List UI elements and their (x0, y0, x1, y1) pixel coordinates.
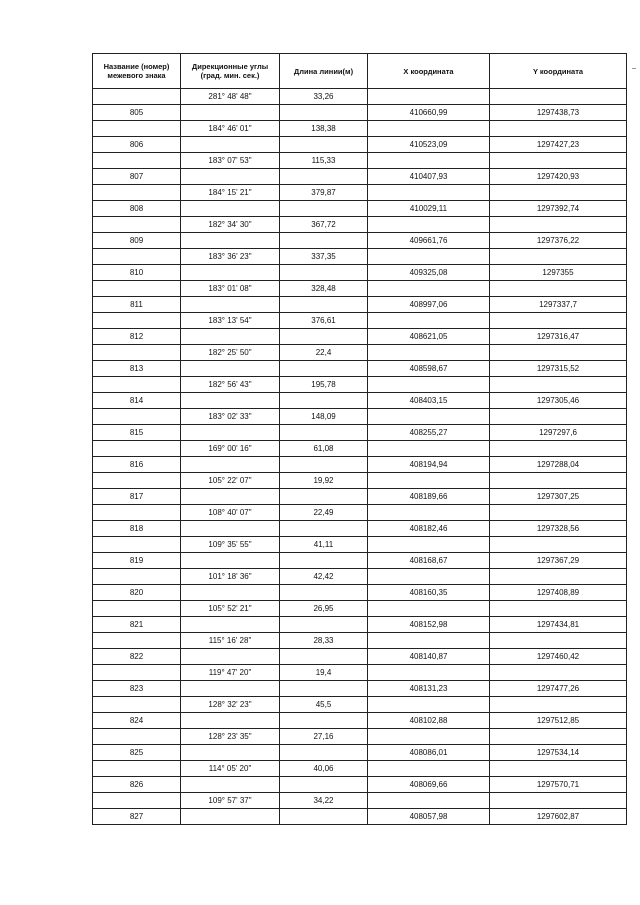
direction-angle-cell: 183° 07' 53" (181, 153, 280, 169)
direction-angle-cell: 281° 48' 48" (181, 89, 280, 105)
empty-cell (490, 505, 627, 521)
direction-angle-cell: 109° 57' 37" (181, 793, 280, 809)
empty-cell (280, 521, 368, 537)
empty-cell (490, 249, 627, 265)
empty-cell (181, 585, 280, 601)
line-length-cell: 148,09 (280, 409, 368, 425)
empty-cell (490, 377, 627, 393)
point-name-cell: 814 (93, 393, 181, 409)
empty-cell (368, 313, 490, 329)
y-coordinate-cell: 1297570,71 (490, 777, 627, 793)
point-row (93, 361, 627, 377)
segment-row (93, 729, 627, 745)
empty-cell (181, 105, 280, 121)
line-length-cell: 27,16 (280, 729, 368, 745)
empty-cell (280, 137, 368, 153)
empty-cell (181, 457, 280, 473)
empty-cell (490, 665, 627, 681)
point-row (93, 329, 627, 345)
direction-angle-cell: 119° 47' 20" (181, 665, 280, 681)
point-name-cell: 817 (93, 489, 181, 505)
empty-cell (490, 345, 627, 361)
point-row (93, 393, 627, 409)
empty-cell (181, 425, 280, 441)
empty-cell (280, 393, 368, 409)
empty-cell (181, 361, 280, 377)
direction-angle-cell: 114° 05' 20" (181, 761, 280, 777)
point-name-cell: 822 (93, 649, 181, 665)
empty-cell (93, 665, 181, 681)
direction-angle-cell: 182° 25' 50" (181, 345, 280, 361)
x-coordinate-cell: 408997,06 (368, 297, 490, 313)
y-coordinate-cell: 1297534,14 (490, 745, 627, 761)
direction-angle-cell: 184° 46' 01" (181, 121, 280, 137)
empty-cell (490, 409, 627, 425)
point-name-cell: 818 (93, 521, 181, 537)
empty-cell (93, 697, 181, 713)
y-coordinate-cell: 1297355 (490, 265, 627, 281)
x-coordinate-cell: 408057,98 (368, 809, 490, 825)
direction-angle-cell: 115° 16' 28" (181, 633, 280, 649)
point-row (93, 265, 627, 281)
empty-cell (280, 585, 368, 601)
empty-cell (368, 793, 490, 809)
segment-row (93, 377, 627, 393)
y-coordinate-cell: 1297307,25 (490, 489, 627, 505)
direction-angle-cell: 128° 23' 35" (181, 729, 280, 745)
line-length-cell: 19,92 (280, 473, 368, 489)
empty-cell (181, 201, 280, 217)
line-length-cell: 379,87 (280, 185, 368, 201)
empty-cell (280, 297, 368, 313)
segment-row (93, 185, 627, 201)
y-coordinate-cell: 1297376,22 (490, 233, 627, 249)
boundary-coordinates-table (92, 53, 627, 825)
x-coordinate-cell: 408255,27 (368, 425, 490, 441)
point-row (93, 425, 627, 441)
y-coordinate-cell: 1297420,93 (490, 169, 627, 185)
empty-cell (280, 617, 368, 633)
empty-cell (181, 233, 280, 249)
y-coordinate-cell: 1297408,89 (490, 585, 627, 601)
x-coordinate-cell: 408140,87 (368, 649, 490, 665)
empty-cell (368, 121, 490, 137)
direction-angle-cell: 183° 36' 23" (181, 249, 280, 265)
empty-cell (490, 793, 627, 809)
empty-cell (93, 569, 181, 585)
empty-cell (280, 105, 368, 121)
empty-cell (93, 281, 181, 297)
x-coordinate-cell: 409661,76 (368, 233, 490, 249)
empty-cell (181, 393, 280, 409)
point-row (93, 137, 627, 153)
empty-cell (181, 297, 280, 313)
segment-row (93, 569, 627, 585)
point-row (93, 745, 627, 761)
empty-cell (181, 521, 280, 537)
empty-cell (93, 729, 181, 745)
point-row (93, 521, 627, 537)
header-point-name: Название (номер) межевого знака (93, 54, 181, 89)
y-coordinate-cell: 1297602,87 (490, 809, 627, 825)
x-coordinate-cell: 410029,11 (368, 201, 490, 217)
x-coordinate-cell: 408189,66 (368, 489, 490, 505)
x-coordinate-cell: 408131,23 (368, 681, 490, 697)
empty-cell (368, 473, 490, 489)
empty-cell (490, 601, 627, 617)
empty-cell (280, 329, 368, 345)
direction-angle-cell: 169° 00' 16" (181, 441, 280, 457)
segment-row (93, 281, 627, 297)
point-name-cell: 821 (93, 617, 181, 633)
empty-cell (490, 729, 627, 745)
empty-cell (181, 713, 280, 729)
y-coordinate-cell: 1297434,81 (490, 617, 627, 633)
empty-cell (93, 505, 181, 521)
empty-cell (181, 809, 280, 825)
segment-row (93, 505, 627, 521)
point-row (93, 489, 627, 505)
direction-angle-cell: 109° 35' 55" (181, 537, 280, 553)
x-coordinate-cell: 410407,93 (368, 169, 490, 185)
y-coordinate-cell: 1297288,04 (490, 457, 627, 473)
line-length-cell: 34,22 (280, 793, 368, 809)
empty-cell (368, 249, 490, 265)
empty-cell (280, 361, 368, 377)
point-row (93, 169, 627, 185)
empty-cell (368, 409, 490, 425)
direction-angle-cell: 183° 13' 54" (181, 313, 280, 329)
empty-cell (368, 697, 490, 713)
line-length-cell: 40,06 (280, 761, 368, 777)
empty-cell (181, 553, 280, 569)
empty-cell (181, 137, 280, 153)
point-row (93, 233, 627, 249)
empty-cell (490, 121, 627, 137)
direction-angle-cell: 105° 52' 21" (181, 601, 280, 617)
direction-angle-cell: 105° 22' 07" (181, 473, 280, 489)
point-row (93, 617, 627, 633)
segment-row (93, 153, 627, 169)
empty-cell (368, 729, 490, 745)
empty-cell (93, 185, 181, 201)
table-header-row (93, 54, 627, 89)
segment-row (93, 761, 627, 777)
y-coordinate-cell: 1297328,56 (490, 521, 627, 537)
empty-cell (181, 329, 280, 345)
line-length-cell: 42,42 (280, 569, 368, 585)
line-length-cell: 22,4 (280, 345, 368, 361)
point-name-cell: 825 (93, 745, 181, 761)
empty-cell (490, 281, 627, 297)
point-row (93, 681, 627, 697)
line-length-cell: 115,33 (280, 153, 368, 169)
empty-cell (93, 793, 181, 809)
line-length-cell: 19,4 (280, 665, 368, 681)
point-name-cell: 816 (93, 457, 181, 473)
empty-cell (490, 569, 627, 585)
empty-cell (368, 569, 490, 585)
point-row (93, 777, 627, 793)
empty-cell (368, 89, 490, 105)
point-row (93, 297, 627, 313)
point-name-cell: 815 (93, 425, 181, 441)
line-length-cell: 33,26 (280, 89, 368, 105)
x-coordinate-cell: 410523,09 (368, 137, 490, 153)
segment-row (93, 793, 627, 809)
empty-cell (280, 457, 368, 473)
direction-angle-cell: 128° 32' 23" (181, 697, 280, 713)
empty-cell (93, 377, 181, 393)
empty-cell (490, 761, 627, 777)
empty-cell (93, 345, 181, 361)
empty-cell (490, 633, 627, 649)
x-coordinate-cell: 408621,05 (368, 329, 490, 345)
y-coordinate-cell: 1297316,47 (490, 329, 627, 345)
point-name-cell: 809 (93, 233, 181, 249)
empty-cell (280, 809, 368, 825)
direction-angle-cell: 182° 56' 43" (181, 377, 280, 393)
segment-row (93, 249, 627, 265)
point-row (93, 457, 627, 473)
empty-cell (280, 489, 368, 505)
direction-angle-cell: 183° 02' 33" (181, 409, 280, 425)
point-name-cell: 806 (93, 137, 181, 153)
empty-cell (181, 649, 280, 665)
segment-row (93, 665, 627, 681)
empty-cell (93, 409, 181, 425)
empty-cell (93, 537, 181, 553)
x-coordinate-cell: 408069,66 (368, 777, 490, 793)
segment-row (93, 313, 627, 329)
empty-cell (490, 313, 627, 329)
x-coordinate-cell: 408152,98 (368, 617, 490, 633)
empty-cell (93, 217, 181, 233)
point-name-cell: 808 (93, 201, 181, 217)
y-coordinate-cell: 1297297,6 (490, 425, 627, 441)
x-coordinate-cell: 408194,94 (368, 457, 490, 473)
table-body (93, 89, 627, 825)
empty-cell (280, 233, 368, 249)
point-name-cell: 820 (93, 585, 181, 601)
empty-cell (490, 153, 627, 169)
line-length-cell: 195,78 (280, 377, 368, 393)
empty-cell (93, 89, 181, 105)
line-length-cell: 45,5 (280, 697, 368, 713)
empty-cell (280, 425, 368, 441)
point-name-cell: 807 (93, 169, 181, 185)
segment-row (93, 89, 627, 105)
segment-row (93, 697, 627, 713)
x-coordinate-cell: 408160,35 (368, 585, 490, 601)
empty-cell (490, 697, 627, 713)
empty-cell (93, 121, 181, 137)
x-coordinate-cell: 408086,01 (368, 745, 490, 761)
point-name-cell: 819 (93, 553, 181, 569)
empty-cell (490, 185, 627, 201)
line-length-cell: 22,49 (280, 505, 368, 521)
empty-cell (93, 473, 181, 489)
line-length-cell: 61,08 (280, 441, 368, 457)
x-coordinate-cell: 409325,08 (368, 265, 490, 281)
empty-cell (490, 441, 627, 457)
point-row (93, 553, 627, 569)
empty-cell (93, 633, 181, 649)
x-coordinate-cell: 408182,46 (368, 521, 490, 537)
empty-cell (368, 377, 490, 393)
empty-cell (368, 665, 490, 681)
empty-cell (490, 89, 627, 105)
line-length-cell: 367,72 (280, 217, 368, 233)
segment-row (93, 601, 627, 617)
empty-cell (368, 537, 490, 553)
empty-cell (181, 169, 280, 185)
empty-cell (368, 633, 490, 649)
point-row (93, 809, 627, 825)
direction-angle-cell: 184° 15' 21" (181, 185, 280, 201)
line-length-cell: 26,95 (280, 601, 368, 617)
point-name-cell: 823 (93, 681, 181, 697)
y-coordinate-cell: 1297315,52 (490, 361, 627, 377)
empty-cell (368, 345, 490, 361)
x-coordinate-cell: 408102,88 (368, 713, 490, 729)
point-name-cell: 812 (93, 329, 181, 345)
empty-cell (490, 473, 627, 489)
empty-cell (93, 249, 181, 265)
empty-cell (368, 217, 490, 233)
segment-row (93, 633, 627, 649)
empty-cell (181, 265, 280, 281)
point-name-cell: 805 (93, 105, 181, 121)
segment-row (93, 537, 627, 553)
empty-cell (280, 201, 368, 217)
line-length-cell: 41,11 (280, 537, 368, 553)
line-length-cell: 376,61 (280, 313, 368, 329)
empty-cell (93, 601, 181, 617)
point-row (93, 201, 627, 217)
empty-cell (280, 745, 368, 761)
direction-angle-cell: 182° 34' 30" (181, 217, 280, 233)
empty-cell (490, 537, 627, 553)
empty-cell (93, 153, 181, 169)
empty-cell (368, 761, 490, 777)
y-coordinate-cell: 1297337,7 (490, 297, 627, 313)
empty-cell (181, 617, 280, 633)
empty-cell (368, 153, 490, 169)
segment-row (93, 217, 627, 233)
header-y-coordinate: Y координата (490, 54, 627, 89)
header-x-coordinate: X координата (368, 54, 490, 89)
point-name-cell: 827 (93, 809, 181, 825)
empty-cell (280, 169, 368, 185)
y-coordinate-cell: 1297438,73 (490, 105, 627, 121)
x-coordinate-cell: 410660,99 (368, 105, 490, 121)
line-length-cell: 28,33 (280, 633, 368, 649)
segment-row (93, 121, 627, 137)
empty-cell (280, 553, 368, 569)
point-name-cell: 810 (93, 265, 181, 281)
header-direction-angle: Дирекционные углы (град. мин. сек.) (181, 54, 280, 89)
y-coordinate-cell: 1297460,42 (490, 649, 627, 665)
empty-cell (93, 441, 181, 457)
segment-row (93, 441, 627, 457)
empty-cell (280, 265, 368, 281)
empty-cell (181, 681, 280, 697)
point-row (93, 585, 627, 601)
scan-edge-mark (632, 68, 636, 69)
empty-cell (368, 281, 490, 297)
point-row (93, 713, 627, 729)
point-name-cell: 824 (93, 713, 181, 729)
empty-cell (181, 745, 280, 761)
y-coordinate-cell: 1297367,29 (490, 553, 627, 569)
empty-cell (368, 185, 490, 201)
empty-cell (280, 713, 368, 729)
direction-angle-cell: 183° 01' 08" (181, 281, 280, 297)
header-line-length: Длина линии(м) (280, 54, 368, 89)
empty-cell (368, 601, 490, 617)
empty-cell (93, 313, 181, 329)
y-coordinate-cell: 1297477,26 (490, 681, 627, 697)
empty-cell (368, 505, 490, 521)
point-name-cell: 826 (93, 777, 181, 793)
y-coordinate-cell: 1297512,85 (490, 713, 627, 729)
direction-angle-cell: 108° 40' 07" (181, 505, 280, 521)
direction-angle-cell: 101° 18' 36" (181, 569, 280, 585)
empty-cell (181, 489, 280, 505)
point-name-cell: 813 (93, 361, 181, 377)
y-coordinate-cell: 1297392,74 (490, 201, 627, 217)
empty-cell (490, 217, 627, 233)
segment-row (93, 473, 627, 489)
x-coordinate-cell: 408403,15 (368, 393, 490, 409)
y-coordinate-cell: 1297305,46 (490, 393, 627, 409)
empty-cell (280, 649, 368, 665)
segment-row (93, 409, 627, 425)
empty-cell (280, 777, 368, 793)
line-length-cell: 337,35 (280, 249, 368, 265)
line-length-cell: 138,38 (280, 121, 368, 137)
empty-cell (181, 777, 280, 793)
segment-row (93, 345, 627, 361)
point-row (93, 649, 627, 665)
empty-cell (368, 441, 490, 457)
line-length-cell: 328,48 (280, 281, 368, 297)
empty-cell (280, 681, 368, 697)
y-coordinate-cell: 1297427,23 (490, 137, 627, 153)
x-coordinate-cell: 408168,67 (368, 553, 490, 569)
point-name-cell: 811 (93, 297, 181, 313)
empty-cell (93, 761, 181, 777)
point-row (93, 105, 627, 121)
x-coordinate-cell: 408598,67 (368, 361, 490, 377)
